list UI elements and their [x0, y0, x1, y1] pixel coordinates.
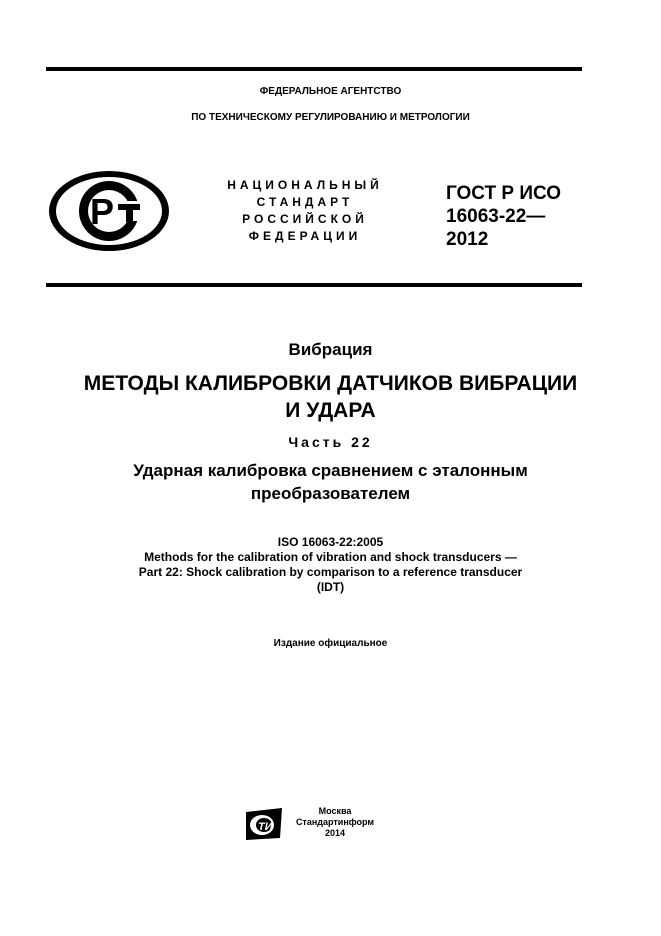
designation-1: ГОСТ Р ИСО	[446, 183, 562, 204]
svg-text:ТИ: ТИ	[258, 821, 273, 833]
topic: Вибрация	[288, 340, 373, 359]
subtitle-1: Ударная калибровка сравнением с эталонным	[133, 461, 528, 480]
main-title-2: И УДАРА	[285, 399, 376, 422]
standard-type-3: РОССИЙСКОЙ	[242, 212, 368, 226]
publisher-name: Стандартинформ	[295, 817, 375, 827]
publisher-city: Москва	[318, 806, 352, 816]
header-rule	[46, 283, 582, 287]
iso-title-2: Part 22: Shock calibration by comparison to a reference transducer	[138, 565, 523, 579]
part-label: Часть 22	[288, 434, 373, 450]
subtitle-2: преобразователем	[250, 484, 411, 503]
standard-type-1: НАЦИОНАЛЬНЫЙ	[227, 178, 383, 192]
agency-line-2: ПО ТЕХНИЧЕСКОМУ РЕГУЛИРОВАНИЮ И МЕТРОЛОГИИ	[191, 112, 470, 123]
agency-line-1: ФЕДЕРАЛЬНОЕ АГЕНТСТВО	[259, 86, 402, 97]
rst-logo-icon	[46, 168, 172, 254]
publisher-year: 2014	[324, 828, 346, 838]
designation-2: 16063-22—	[446, 206, 546, 227]
iso-title-1: Methods for the calibration of vibration and shock transducers —	[144, 550, 517, 564]
standard-type-4: ФЕДЕРАЦИИ	[248, 229, 362, 243]
iso-number: ISO 16063-22:2005	[277, 535, 384, 549]
designation-3: 2012	[446, 229, 489, 250]
iso-idt: (IDT)	[316, 580, 345, 594]
publisher-block	[295, 806, 375, 839]
top-rule	[46, 67, 582, 71]
standard-type-2: СТАНДАРТ	[256, 195, 354, 209]
main-title-1: МЕТОДЫ КАЛИБРОВКИ ДАТЧИКОВ ВИБРАЦИИ	[83, 372, 578, 395]
standartinform-logo-icon	[244, 806, 286, 842]
svg-text:P: P	[90, 191, 115, 232]
edition-label: Издание официальное	[273, 638, 388, 649]
